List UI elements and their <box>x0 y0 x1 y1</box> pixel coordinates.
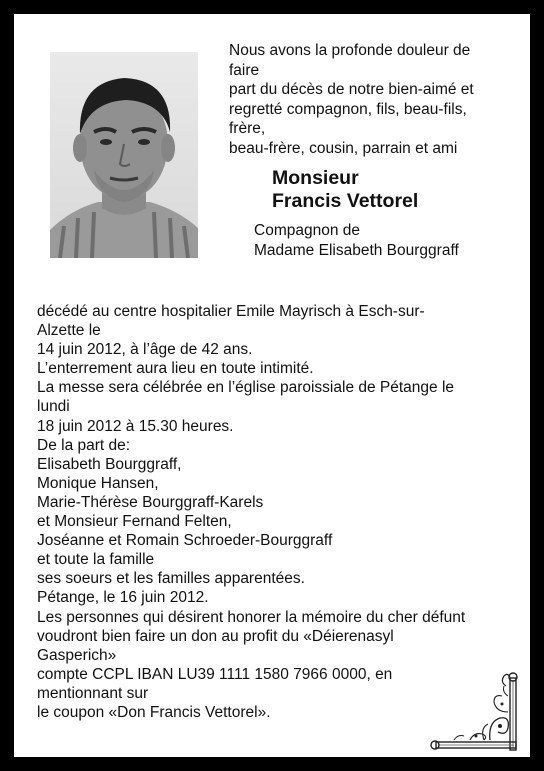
body-line: ses soeurs et les familles apparentées. <box>37 570 305 588</box>
body-line: Alzette le <box>37 322 101 340</box>
body-line: L’enterrement aura lieu en toute intimité. <box>37 360 314 378</box>
companion-label: Compagnon de <box>254 222 360 239</box>
body-line: De la part de: <box>37 436 131 454</box>
body-line: mentionnant sur <box>37 684 149 702</box>
body-line: et Monsieur Fernand Felten, <box>37 513 232 531</box>
body-line: 14 juin 2012, à l’âge de 42 ans. <box>37 341 253 359</box>
body-line: lundi <box>37 398 70 416</box>
obituary-card <box>14 14 530 757</box>
body-line: Les personnes qui désirent honorer la mémoire du cher défunt <box>37 608 466 626</box>
body-line: Gasperich» <box>37 646 117 664</box>
announcement-body <box>37 302 517 722</box>
body-line: voudront bien faire un don au profit du «Déierenasyl <box>37 627 394 645</box>
body-line: La messe sera célébrée en l’église paroissiale de Pétange le <box>37 379 455 397</box>
announcement-intro <box>229 41 524 159</box>
companion-name: Madame Elisabeth Bourggraff <box>254 241 459 259</box>
body-line: Pétange, le 16 juin 2012. <box>37 589 209 607</box>
body-line: 18 juin 2012 à 15.30 heures. <box>37 417 234 435</box>
body-line: Elisabeth Bourggraff, <box>37 455 182 473</box>
body-line: Marie-Thérèse Bourggraff-Karels <box>37 493 264 511</box>
intro-line: regretté compagnon, fils, beau-fils, <box>229 100 467 118</box>
body-line: et toute la famille <box>37 551 155 569</box>
companion-block <box>254 221 459 260</box>
intro-line: beau-frère, cousin, parrain et ami <box>229 139 458 157</box>
intro-line: Nous avons la profonde douleur de <box>229 42 471 59</box>
intro-line: faire <box>229 61 260 79</box>
intro-line: frère, <box>229 120 266 138</box>
corner-ornament-icon <box>430 672 526 757</box>
deceased-title: Monsieur <box>272 167 359 189</box>
portrait-photo <box>50 52 198 258</box>
body-line: le coupon «Don Francis Vettorel». <box>37 703 271 721</box>
intro-line: part du décès de notre bien-aimé et <box>229 81 474 99</box>
body-line: décédé au centre hospitalier Emile Mayrisch à Esch-sur- <box>37 303 425 320</box>
deceased-name: Francis Vettorel <box>272 190 419 212</box>
body-line: Monique Hansen, <box>37 474 159 492</box>
body-line: Joséanne et Romain Schroeder-Bourggraff <box>37 532 333 550</box>
deceased-name-block <box>272 167 418 213</box>
body-line: compte CCPL IBAN LU39 1111 1580 7966 0000, en <box>37 665 393 683</box>
